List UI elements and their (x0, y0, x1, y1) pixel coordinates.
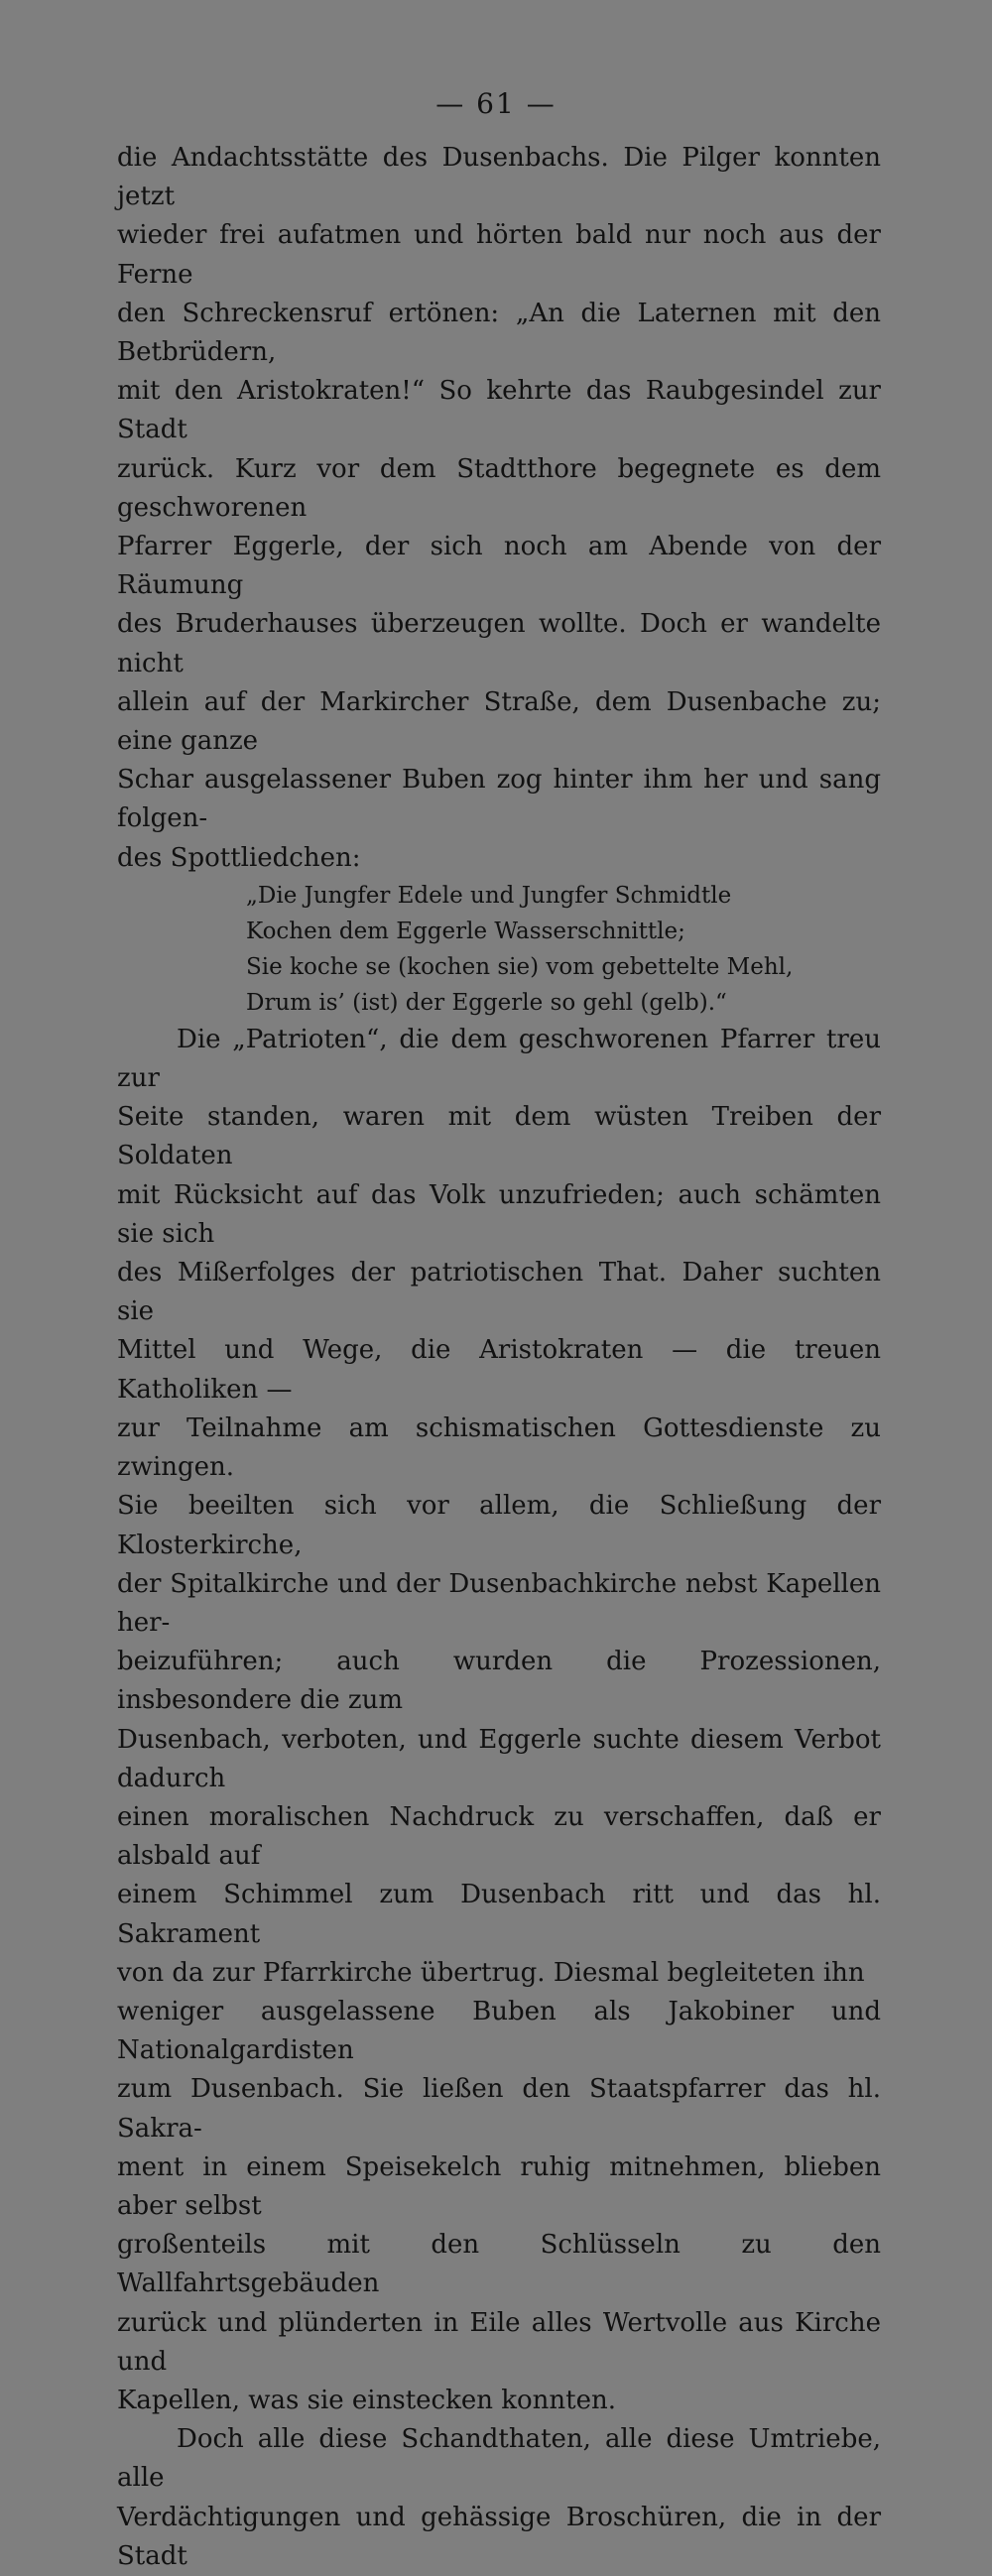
text-line: Schar ausgelassener Buben zog hinter ihm her und sang folgen- (117, 765, 881, 834)
text-line: Verdächtigungen und gehässige Broschüren, die in der Stadt (117, 2502, 881, 2571)
text-line: den Schreckensruf ertönen: „An die Laternen mit den Betbrüdern, (117, 298, 881, 368)
text-line: Doch alle diese Schandthaten, alle diese Umtriebe, alle (117, 2424, 881, 2494)
page-number: — 61 — (435, 87, 557, 120)
page-body (117, 139, 881, 2576)
paragraph-1 (117, 139, 881, 878)
poem-line: Sie koche se (kochen sie) vom gebettelte Mehl, (246, 953, 794, 980)
text-line: zur Teilnahme am schismatischen Gottesdienste zu zwingen. (117, 1412, 881, 1483)
poem-line: „Die Jungfer Edele und Jungfer Schmidtle (246, 882, 732, 909)
text-line: zurück und plünderten in Eile alles Wertvolle aus Kirche und (117, 2307, 881, 2377)
text-line: mit Rücksicht auf das Volk unzufrieden; auch schämten sie sich (117, 1179, 881, 1249)
text-line: Mittel und Wege, die Aristokraten — die treuen Katholiken — (117, 1335, 881, 1405)
text-line: des Spottliedchen: (117, 842, 361, 873)
text-line: Kapellen, was sie einstecken konnten. (117, 2385, 617, 2415)
text-line: einem Schimmel zum Dusenbach ritt und das hl. Sakrament (117, 1880, 881, 1949)
text-line: Seite standen, waren mit dem wüsten Treiben der Soldaten (117, 1102, 881, 1171)
text-line: Die „Patrioten“, die dem geschworenen Pfarrer treu zur (117, 1024, 881, 1094)
poem (246, 878, 881, 1021)
paragraph-2 (117, 1021, 881, 2420)
text-line: mit den Aristokraten!“ So kehrte das Raubgesindel zur Stadt (117, 376, 881, 445)
text-line: großenteils mit den Schlüsseln zu den Wallfahrtsgebäuden (117, 2230, 881, 2299)
text-line: zum Dusenbach. Sie ließen den Staatspfarrer das hl. Sakra- (117, 2074, 881, 2144)
text-line: weniger ausgelassene Buben als Jakobiner und Nationalgardisten (117, 1996, 881, 2066)
text-line: Dusenbach, verboten, und Eggerle suchte diesem Verbot dadurch (117, 1724, 881, 1793)
text-line: die Andachtsstätte des Dusenbachs. Die Pilger konnten jetzt (117, 143, 881, 212)
text-line: Pfarrer Eggerle, der sich noch am Abende von der Räumung (117, 532, 881, 601)
text-line: wieder frei aufatmen und hörten bald nur noch aus der Ferne (117, 220, 881, 290)
text-line: zurück. Kurz vor dem Stadtthore begegnete es dem geschworenen (117, 453, 881, 523)
text-line: beizuführen; auch wurden die Prozessionen, insbesondere die zum (117, 1647, 881, 1716)
text-line: des Bruderhauses überzeugen wollte. Doch er wandelte nicht (117, 609, 881, 678)
text-line: des Mißerfolges der patriotischen That. Daher suchten sie (117, 1258, 881, 1327)
paragraph-3 (117, 2420, 881, 2576)
text-line: Sie beeilten sich vor allem, die Schließung der Klosterkirche, (117, 1491, 881, 1560)
text-line: der Spitalkirche und der Dusenbachkirche nebst Kapellen her- (117, 1568, 881, 1638)
text-line: einen moralischen Nachdruck zu verschaffen, daß er alsbald auf (117, 1801, 881, 1872)
poem-line: Drum is’ (ist) der Eggerle so gehl (gelb).“ (246, 989, 727, 1016)
poem-line: Kochen dem Eggerle Wasserschnittle; (246, 918, 685, 944)
text-line: von da zur Pfarrkirche übertrug. Diesmal begleiteten ihn (117, 1957, 865, 1988)
text-line: ment in einem Speisekelch ruhig mitnehmen, blieben aber selbst (117, 2151, 881, 2221)
text-line: allein auf der Markircher Straße, dem Dusenbache zu; eine ganze (117, 686, 881, 757)
